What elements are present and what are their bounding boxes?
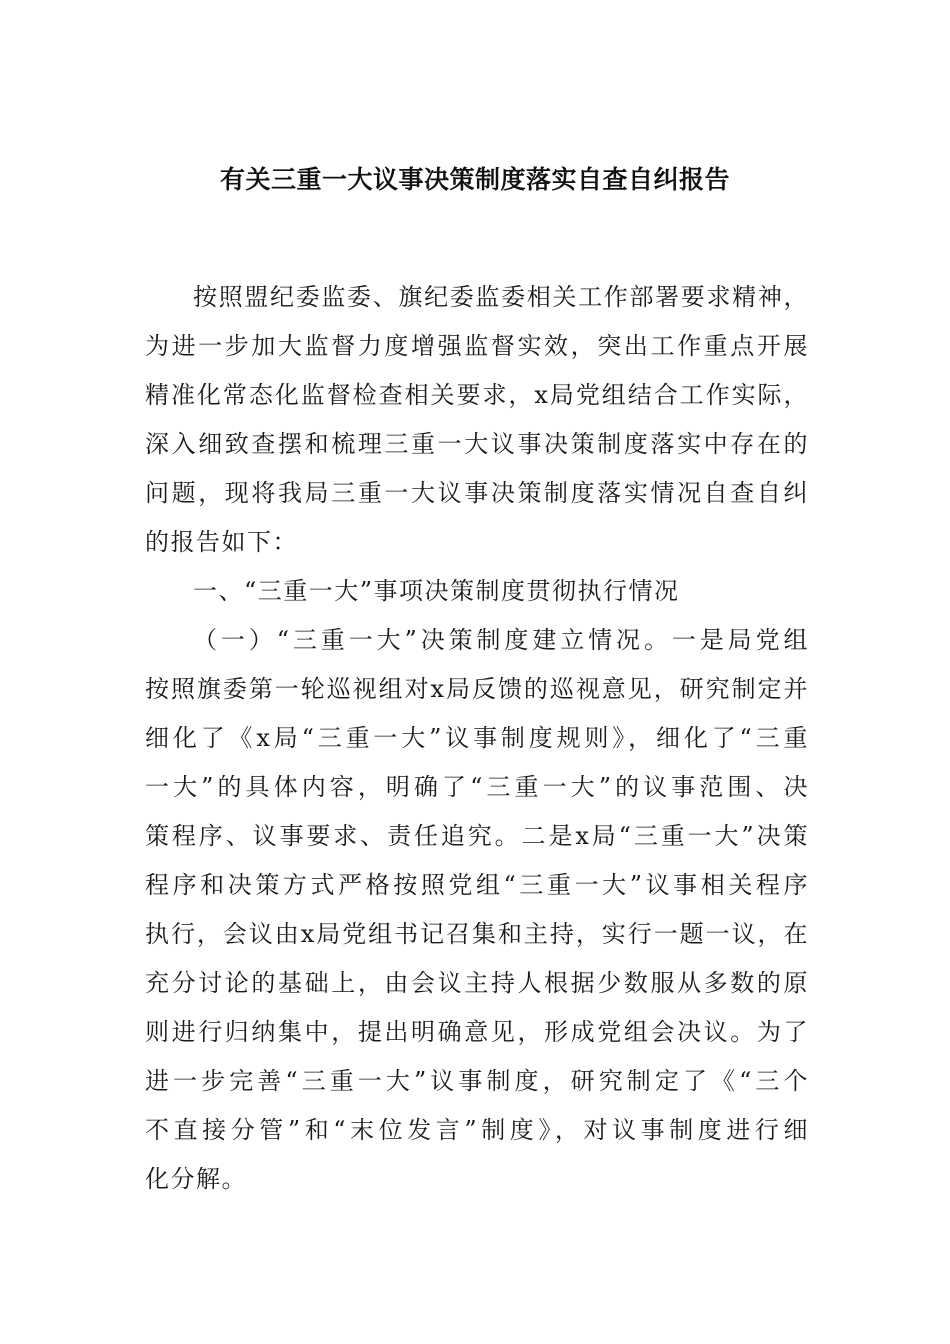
paragraph-line: 程序和决策方式严格按照党组“三重一大”议事相关程序: [145, 871, 809, 899]
paragraph-line: 按照旗委第一轮巡视组对x局反馈的巡视意见，研究制定并: [145, 675, 809, 703]
document-title: 有关三重一大议事决策制度落实自查自纠报告: [219, 165, 730, 194]
paragraph-line: 的报告如下：: [145, 528, 298, 556]
paragraph-line: 不直接分管”和“末位发言”制度》，对议事制度进行细: [145, 1116, 809, 1144]
paragraph-line: 问题，现将我局三重一大议事决策制度落实情况自查自纠: [145, 479, 809, 507]
document-body: [145, 273, 809, 1204]
paragraph-line: 深入细致查摆和梳理三重一大议事决策制度落实中存在的: [145, 430, 809, 458]
paragraph-line: 执行，会议由x局党组书记召集和主持，实行一题一议，在: [145, 920, 809, 948]
paragraph-line: 充分讨论的基础上，由会议主持人根据少数服从多数的原: [145, 969, 809, 997]
paragraph-line: 细化了《x局“三重一大”议事制度规则》，细化了“三重: [145, 724, 809, 752]
paragraph-line: 一大”的具体内容，明确了“三重一大”的议事范围、决: [145, 773, 809, 801]
section-heading: 一、“三重一大”事项决策制度贯彻执行情况: [193, 577, 680, 605]
paragraph-line: 化分解。: [145, 1165, 247, 1193]
paragraph-line: 进一步完善“三重一大”议事制度，研究制定了《“三个: [145, 1067, 809, 1095]
paragraph-line: 则进行归纳集中，提出明确意见，形成党组会决议。为了: [145, 1018, 809, 1046]
paragraph-line: （一）“三重一大”决策制度建立情况。一是局党组: [193, 626, 809, 654]
paragraph-line: 为进一步加大监督力度增强监督实效，突出工作重点开展: [145, 332, 809, 360]
paragraph-line: 按照盟纪委监委、旗纪委监委相关工作部署要求精神，: [193, 283, 809, 311]
paragraph-line: 精准化常态化监督检查相关要求，x局党组结合工作实际，: [145, 381, 809, 409]
paragraph-line: 策程序、议事要求、责任追究。二是x局“三重一大”决策: [145, 822, 809, 850]
